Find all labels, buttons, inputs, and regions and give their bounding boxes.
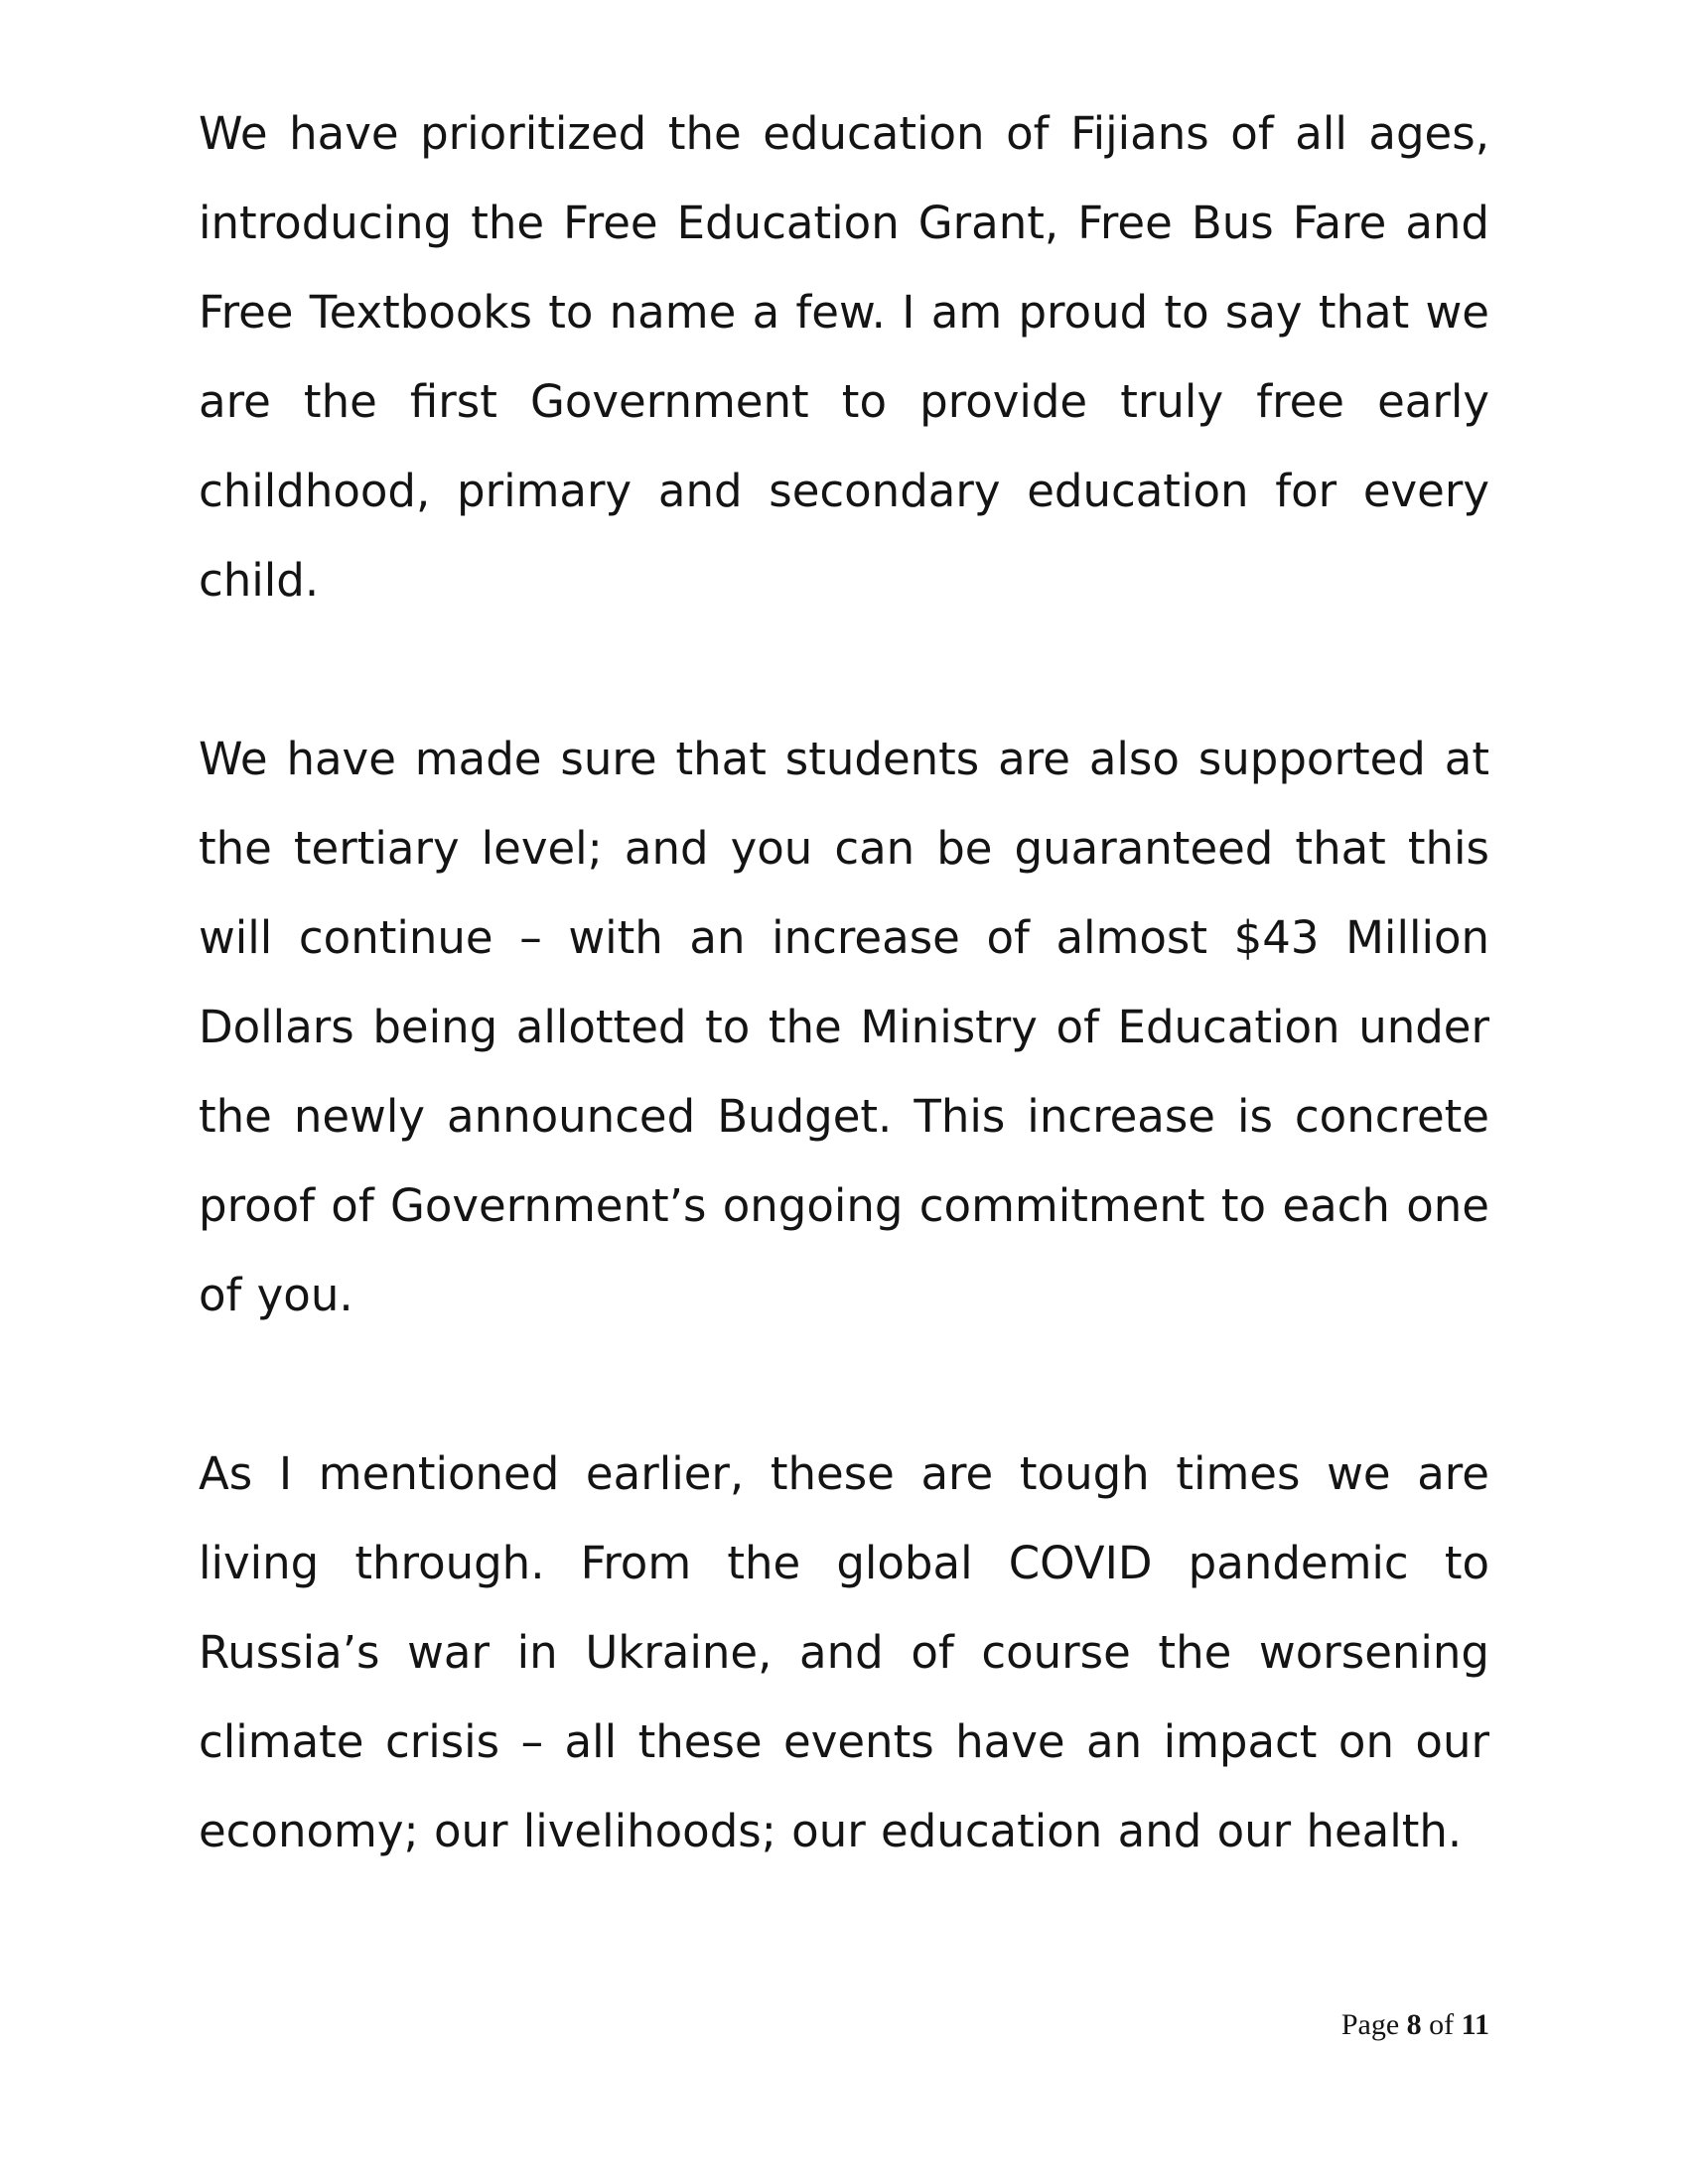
document-body — [199, 89, 1489, 1966]
page-number-footer — [1341, 2005, 1489, 2045]
total-pages-number: 11 — [1461, 2008, 1489, 2041]
paragraph-tertiary-support: We have made sure that students are also supported at the tertiary level; and you can be guaranteed that this will continue – with an increase of almost $43 Million Dollars being allotted to the Ministry of Education under the newly announced Budget. This increase is concrete proof of Government’s ongoing commitment to each one of you. — [199, 733, 1489, 1321]
paragraph-tough-times: As I mentioned earlier, these are tough times we are living through. From the global COVID pandemic to Russia’s war in Ukraine, and of course the worsening climate crisis – all these events have an impact on our economy; our livelihoods; our education and our health. — [199, 1447, 1489, 1857]
current-page-number: 8 — [1406, 2008, 1422, 2041]
paragraph-education-priorities: We have prioritized the education of Fijians of all ages, introducing the Free Education Grant, Free Bus Fare and Free Textbooks to name a few. I am proud to say that we are the first Government to provide truly free early childhood, primary and secondary education for every child. — [199, 107, 1489, 607]
of-label: of — [1429, 2008, 1455, 2041]
page-label: Page — [1340, 2008, 1400, 2041]
